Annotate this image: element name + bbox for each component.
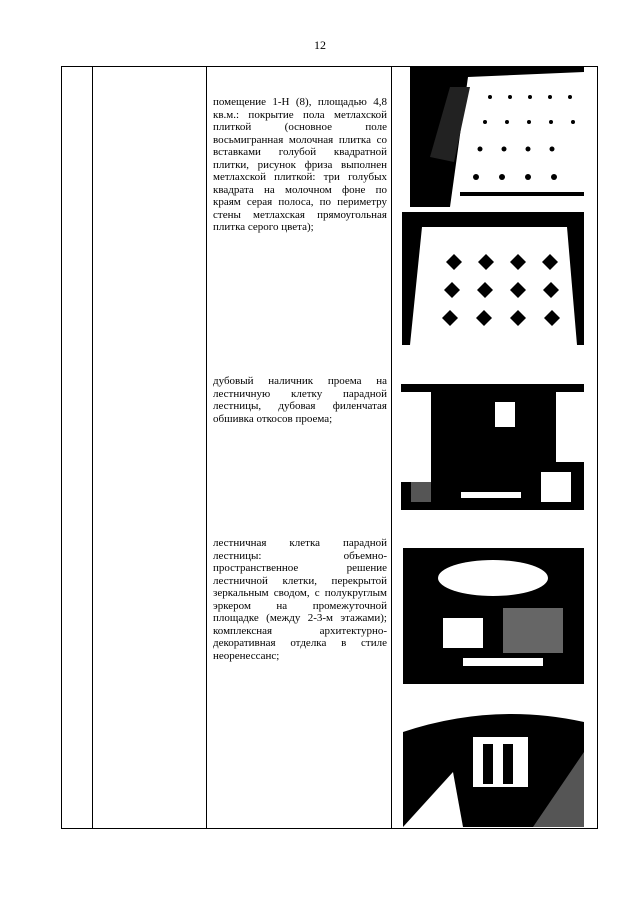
floor-tile-photo	[410, 67, 584, 207]
column-divider	[206, 67, 207, 828]
staircase-arch-photo	[403, 692, 584, 827]
description-text-staircase: лестничная клетка парадной лестницы: объемно-пространственное решение лестничной клетки, перекрытой зеркальным сводом, с полукруглым эркером на промежуточной площадке (между 2-3-м этажами); комплексная архитектурно-декоративная отделка в стиле неоренессанс;	[213, 537, 387, 662]
column-divider	[391, 67, 392, 828]
description-text-floor-tiles: помещение 1-Н (8), площадью 4,8 кв.м.: покрытие пола метлахской плиткой (основное поле восьмигранная молочная плитка со вставками голубой квадратной плитки, рисунок фриза выполнен метлахской плиткой: три голубых квадрата на молочном фоне по краям серая полоса, по периметру стены метлахская прямоугольная плитка серого цвета);	[213, 96, 387, 233]
column-divider	[92, 67, 93, 828]
doorway-photo	[401, 372, 584, 510]
description-text-oak-casing: дубовый наличник проема на лестничную клетку парадной лестницы, дубовая филенчатая обшивка откосов проема;	[213, 375, 387, 425]
staircase-photo	[403, 548, 584, 684]
page-number: 12	[314, 38, 326, 52]
tile-pattern-photo	[402, 212, 584, 345]
